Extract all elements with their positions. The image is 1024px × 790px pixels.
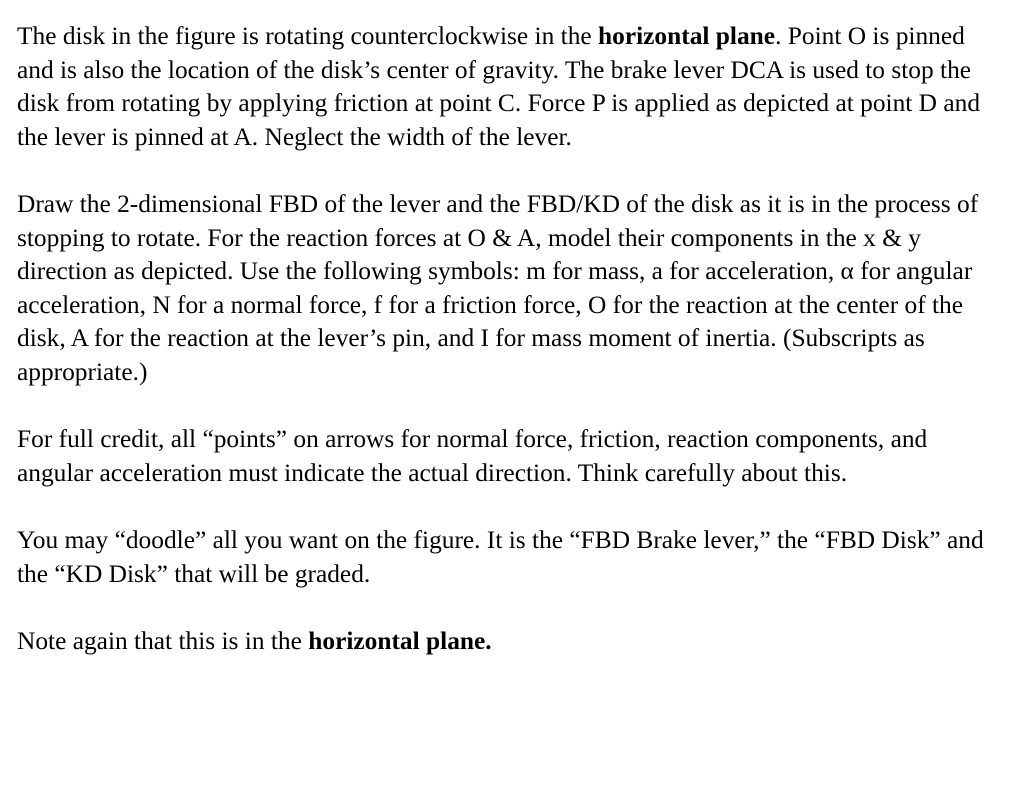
paragraph-problem-description (17, 20, 1007, 154)
paragraph-reminder (17, 625, 1007, 659)
emphasis-horizontal-plane: horizontal plane (598, 22, 776, 50)
paragraph-text: Note again that this is in the (17, 626, 309, 655)
paragraph-grading-note: For full credit, all “points” on arrows for normal force, friction, reaction components, and angular acceleration must indicate the actual direction. Think carefully about this. (17, 425, 928, 487)
emphasis-horizontal-plane: horizontal plane. (308, 626, 492, 655)
paragraph-text: . Point O is pinned and is also the location of the disk’s center of gravity. The brake lever DCA is used to stop the disk from rotating by applying friction at point C. Force P is applied as depicted at point D and the lever is pinned at A. Neglect the width of the lever. (17, 22, 981, 151)
paragraph-doodle-note: You may “doodle” all you want on the figure. It is the “FBD Brake lever,” the “FBD Disk” and the “KD Disk” that will be graded. (17, 525, 984, 588)
problem-statement (17, 20, 1007, 658)
paragraph-text: The disk in the figure is rotating counterclockwise in the (17, 22, 599, 50)
paragraph-instructions: Draw the 2-dimensional FBD of the lever and the FBD/KD of the disk as it is in the process of stopping to rotate. For the reaction forces at O & A, model their components in the x & y direction as depicted. Use the following symbols: m for mass, a for acceleration, α for angular acceleration, N for a normal force, f for a friction force, O for the reaction at the center of the disk, A for the reaction at the lever’s pin, and I for mass moment of inertia. (Subscripts as appropriate.) (17, 189, 979, 386)
